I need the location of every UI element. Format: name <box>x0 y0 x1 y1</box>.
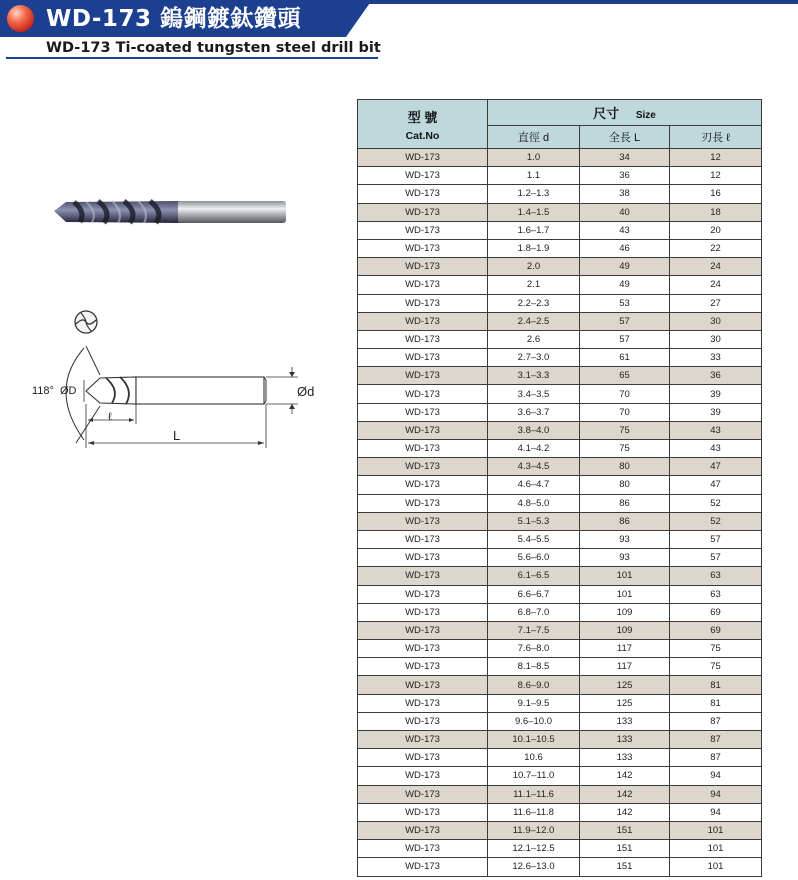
table-row <box>358 403 762 421</box>
cell-total-length: 133 <box>580 749 670 767</box>
cell-diameter: 11.9–12.0 <box>488 821 580 839</box>
cell-diameter: 10.1–10.5 <box>488 731 580 749</box>
cell-cat-no: WD-173 <box>358 785 488 803</box>
table-row <box>358 512 762 530</box>
cell-flute-length: 75 <box>670 658 762 676</box>
table-row <box>358 258 762 276</box>
cell-cat-no: WD-173 <box>358 440 488 458</box>
cell-cat-no: WD-173 <box>358 403 488 421</box>
cell-flute-length: 43 <box>670 440 762 458</box>
total-length-label: L <box>173 428 181 443</box>
table-row <box>358 476 762 494</box>
cell-diameter: 5.6–6.0 <box>488 549 580 567</box>
cell-flute-length: 18 <box>670 203 762 221</box>
cell-total-length: 70 <box>580 385 670 403</box>
cell-flute-length: 94 <box>670 803 762 821</box>
cell-diameter: 12.6–13.0 <box>488 858 580 876</box>
cell-cat-no: WD-173 <box>358 749 488 767</box>
cell-diameter: 10.6 <box>488 749 580 767</box>
cell-cat-no: WD-173 <box>358 458 488 476</box>
header-flute-length: 刃長 ℓ <box>670 125 762 148</box>
header-size-zh: 尺寸 <box>593 105 620 121</box>
cell-flute-length: 101 <box>670 821 762 839</box>
cell-cat-no: WD-173 <box>358 367 488 385</box>
cell-diameter: 8.6–9.0 <box>488 676 580 694</box>
cell-flute-length: 101 <box>670 840 762 858</box>
table-row <box>358 367 762 385</box>
cell-cat-no: WD-173 <box>358 821 488 839</box>
cell-flute-length: 24 <box>670 258 762 276</box>
cell-diameter: 11.1–11.6 <box>488 785 580 803</box>
table-row <box>358 640 762 658</box>
table-row <box>358 821 762 839</box>
cell-diameter: 5.4–5.5 <box>488 530 580 548</box>
cell-flute-length: 33 <box>670 349 762 367</box>
table-row <box>358 712 762 730</box>
cell-cat-no: WD-173 <box>358 476 488 494</box>
cell-total-length: 93 <box>580 530 670 548</box>
drill-spec-table <box>357 99 762 877</box>
cell-diameter: 1.6–1.7 <box>488 221 580 239</box>
cell-flute-length: 94 <box>670 785 762 803</box>
cell-flute-length: 30 <box>670 312 762 330</box>
cell-cat-no: WD-173 <box>358 167 488 185</box>
cell-diameter: 4.1–4.2 <box>488 440 580 458</box>
table-row <box>358 167 762 185</box>
cell-total-length: 57 <box>580 312 670 330</box>
cell-diameter: 6.1–6.5 <box>488 567 580 585</box>
table-row <box>358 840 762 858</box>
cell-total-length: 53 <box>580 294 670 312</box>
cell-diameter: 1.8–1.9 <box>488 239 580 257</box>
table-row <box>358 276 762 294</box>
point-angle-label: 118° <box>32 385 54 397</box>
bullet-ball-icon <box>7 5 34 32</box>
table-row <box>358 440 762 458</box>
cell-total-length: 93 <box>580 549 670 567</box>
cell-diameter: 1.4–1.5 <box>488 203 580 221</box>
cell-total-length: 38 <box>580 185 670 203</box>
cell-cat-no: WD-173 <box>358 676 488 694</box>
cell-cat-no: WD-173 <box>358 621 488 639</box>
cell-total-length: 86 <box>580 494 670 512</box>
cell-total-length: 80 <box>580 476 670 494</box>
cell-diameter: 2.2–2.3 <box>488 294 580 312</box>
cell-cat-no: WD-173 <box>358 658 488 676</box>
cell-total-length: 65 <box>580 367 670 385</box>
table-row <box>358 494 762 512</box>
table-row <box>358 312 762 330</box>
cell-total-length: 151 <box>580 840 670 858</box>
cell-flute-length: 52 <box>670 494 762 512</box>
table-row <box>358 349 762 367</box>
cell-cat-no: WD-173 <box>358 512 488 530</box>
table-row <box>358 676 762 694</box>
cell-flute-length: 52 <box>670 512 762 530</box>
cell-cat-no: WD-173 <box>358 530 488 548</box>
cell-total-length: 61 <box>580 349 670 367</box>
cell-flute-length: 57 <box>670 530 762 548</box>
cell-total-length: 43 <box>580 221 670 239</box>
cell-flute-length: 39 <box>670 385 762 403</box>
cell-flute-length: 47 <box>670 476 762 494</box>
table-row <box>358 549 762 567</box>
cell-total-length: 133 <box>580 731 670 749</box>
cell-flute-length: 20 <box>670 221 762 239</box>
cell-flute-length: 63 <box>670 585 762 603</box>
table-row <box>358 694 762 712</box>
header-cat-zh: 型 號 <box>407 109 438 125</box>
table-row <box>358 567 762 585</box>
cell-diameter: 4.6–4.7 <box>488 476 580 494</box>
table-row <box>358 203 762 221</box>
cell-cat-no: WD-173 <box>358 276 488 294</box>
cell-diameter: 1.0 <box>488 149 580 167</box>
table-row <box>358 803 762 821</box>
cell-total-length: 117 <box>580 640 670 658</box>
cell-diameter: 4.8–5.0 <box>488 494 580 512</box>
cell-diameter: 1.2–1.3 <box>488 185 580 203</box>
cell-flute-length: 81 <box>670 676 762 694</box>
cell-diameter: 5.1–5.3 <box>488 512 580 530</box>
cell-cat-no: WD-173 <box>358 185 488 203</box>
cell-diameter: 3.8–4.0 <box>488 421 580 439</box>
cell-total-length: 142 <box>580 803 670 821</box>
cell-cat-no: WD-173 <box>358 840 488 858</box>
cell-flute-length: 81 <box>670 694 762 712</box>
cell-flute-length: 87 <box>670 731 762 749</box>
cell-diameter: 10.7–11.0 <box>488 767 580 785</box>
cell-cat-no: WD-173 <box>358 694 488 712</box>
table-row <box>358 621 762 639</box>
cell-flute-length: 36 <box>670 367 762 385</box>
cell-diameter: 7.6–8.0 <box>488 640 580 658</box>
cell-total-length: 70 <box>580 403 670 421</box>
cell-diameter: 11.6–11.8 <box>488 803 580 821</box>
cell-total-length: 57 <box>580 330 670 348</box>
drill-tip-end-view <box>73 309 99 335</box>
cell-flute-length: 63 <box>670 567 762 585</box>
header-size <box>488 100 762 126</box>
cell-cat-no: WD-173 <box>358 494 488 512</box>
cell-diameter: 12.1–12.5 <box>488 840 580 858</box>
cell-diameter: 3.6–3.7 <box>488 403 580 421</box>
table-row <box>358 749 762 767</box>
cell-cat-no: WD-173 <box>358 385 488 403</box>
body-diameter-label: ØD <box>60 385 77 397</box>
table-row <box>358 185 762 203</box>
cell-cat-no: WD-173 <box>358 567 488 585</box>
cell-cat-no: WD-173 <box>358 640 488 658</box>
cell-total-length: 34 <box>580 149 670 167</box>
cell-total-length: 80 <box>580 458 670 476</box>
page-subtitle: WD-173 Ti-coated tungsten steel drill bit <box>46 40 381 56</box>
flute-length-label: ℓ <box>108 411 112 423</box>
cell-total-length: 49 <box>580 258 670 276</box>
cell-cat-no: WD-173 <box>358 294 488 312</box>
cell-flute-length: 12 <box>670 149 762 167</box>
cell-flute-length: 43 <box>670 421 762 439</box>
table-row <box>358 421 762 439</box>
table-row <box>358 221 762 239</box>
cell-diameter: 3.1–3.3 <box>488 367 580 385</box>
cell-cat-no: WD-173 <box>358 603 488 621</box>
spec-table-body <box>358 149 762 877</box>
drill-bit-photo <box>52 190 292 232</box>
cell-total-length: 86 <box>580 512 670 530</box>
cell-cat-no: WD-173 <box>358 421 488 439</box>
shank-diameter-label: Ød <box>297 384 315 399</box>
cell-flute-length: 69 <box>670 603 762 621</box>
cell-total-length: 40 <box>580 203 670 221</box>
cell-cat-no: WD-173 <box>358 712 488 730</box>
cell-flute-length: 22 <box>670 239 762 257</box>
cell-total-length: 151 <box>580 821 670 839</box>
cell-flute-length: 101 <box>670 858 762 876</box>
cell-cat-no: WD-173 <box>358 239 488 257</box>
cell-total-length: 151 <box>580 858 670 876</box>
table-row <box>358 294 762 312</box>
header-diameter: 直徑 d <box>488 125 580 148</box>
cell-diameter: 8.1–8.5 <box>488 658 580 676</box>
header-total-length: 全長 L <box>580 125 670 148</box>
cell-cat-no: WD-173 <box>358 858 488 876</box>
cell-total-length: 36 <box>580 167 670 185</box>
header-cat-en: Cat.No <box>405 129 440 142</box>
cell-diameter: 9.6–10.0 <box>488 712 580 730</box>
table-row <box>358 658 762 676</box>
cell-total-length: 142 <box>580 785 670 803</box>
cell-total-length: 109 <box>580 603 670 621</box>
header-size-en: Size <box>635 109 656 121</box>
cell-cat-no: WD-173 <box>358 203 488 221</box>
cell-diameter: 6.6–6.7 <box>488 585 580 603</box>
table-row <box>358 585 762 603</box>
cell-total-length: 117 <box>580 658 670 676</box>
cell-total-length: 125 <box>580 694 670 712</box>
cell-diameter: 9.1–9.5 <box>488 694 580 712</box>
cell-diameter: 6.8–7.0 <box>488 603 580 621</box>
cell-flute-length: 75 <box>670 640 762 658</box>
cell-total-length: 101 <box>580 585 670 603</box>
cell-cat-no: WD-173 <box>358 803 488 821</box>
cell-cat-no: WD-173 <box>358 767 488 785</box>
table-row <box>358 858 762 876</box>
cell-total-length: 133 <box>580 712 670 730</box>
cell-total-length: 75 <box>580 440 670 458</box>
header-cat-no <box>358 100 488 149</box>
table-row <box>358 603 762 621</box>
subtitle-underline <box>6 57 378 59</box>
cell-flute-length: 12 <box>670 167 762 185</box>
cell-diameter: 2.1 <box>488 276 580 294</box>
cell-total-length: 109 <box>580 621 670 639</box>
cell-cat-no: WD-173 <box>358 731 488 749</box>
cell-diameter: 2.4–2.5 <box>488 312 580 330</box>
cell-flute-length: 87 <box>670 712 762 730</box>
table-row <box>358 785 762 803</box>
cell-cat-no: WD-173 <box>358 585 488 603</box>
cell-flute-length: 16 <box>670 185 762 203</box>
cell-flute-length: 87 <box>670 749 762 767</box>
cell-flute-length: 30 <box>670 330 762 348</box>
cell-cat-no: WD-173 <box>358 258 488 276</box>
cell-diameter: 2.0 <box>488 258 580 276</box>
cell-cat-no: WD-173 <box>358 349 488 367</box>
cell-diameter: 2.6 <box>488 330 580 348</box>
cell-cat-no: WD-173 <box>358 221 488 239</box>
cell-cat-no: WD-173 <box>358 312 488 330</box>
table-row <box>358 458 762 476</box>
table-row <box>358 530 762 548</box>
table-row <box>358 385 762 403</box>
cell-diameter: 7.1–7.5 <box>488 621 580 639</box>
cell-total-length: 142 <box>580 767 670 785</box>
cell-flute-length: 94 <box>670 767 762 785</box>
table-row <box>358 767 762 785</box>
cell-flute-length: 69 <box>670 621 762 639</box>
cell-flute-length: 47 <box>670 458 762 476</box>
cell-diameter: 4.3–4.5 <box>488 458 580 476</box>
cell-flute-length: 39 <box>670 403 762 421</box>
page-title: WD-173 鎢鋼鍍鈦鑽頭 <box>46 6 301 32</box>
table-row <box>358 149 762 167</box>
cell-total-length: 75 <box>580 421 670 439</box>
cell-cat-no: WD-173 <box>358 149 488 167</box>
cell-flute-length: 57 <box>670 549 762 567</box>
cell-diameter: 2.7–3.0 <box>488 349 580 367</box>
table-row <box>358 239 762 257</box>
cell-cat-no: WD-173 <box>358 330 488 348</box>
cell-total-length: 101 <box>580 567 670 585</box>
cell-diameter: 1.1 <box>488 167 580 185</box>
table-row <box>358 330 762 348</box>
cell-flute-length: 24 <box>670 276 762 294</box>
cell-total-length: 46 <box>580 239 670 257</box>
cell-total-length: 49 <box>580 276 670 294</box>
cell-diameter: 3.4–3.5 <box>488 385 580 403</box>
cell-cat-no: WD-173 <box>358 549 488 567</box>
table-row <box>358 731 762 749</box>
cell-total-length: 125 <box>580 676 670 694</box>
cell-flute-length: 27 <box>670 294 762 312</box>
